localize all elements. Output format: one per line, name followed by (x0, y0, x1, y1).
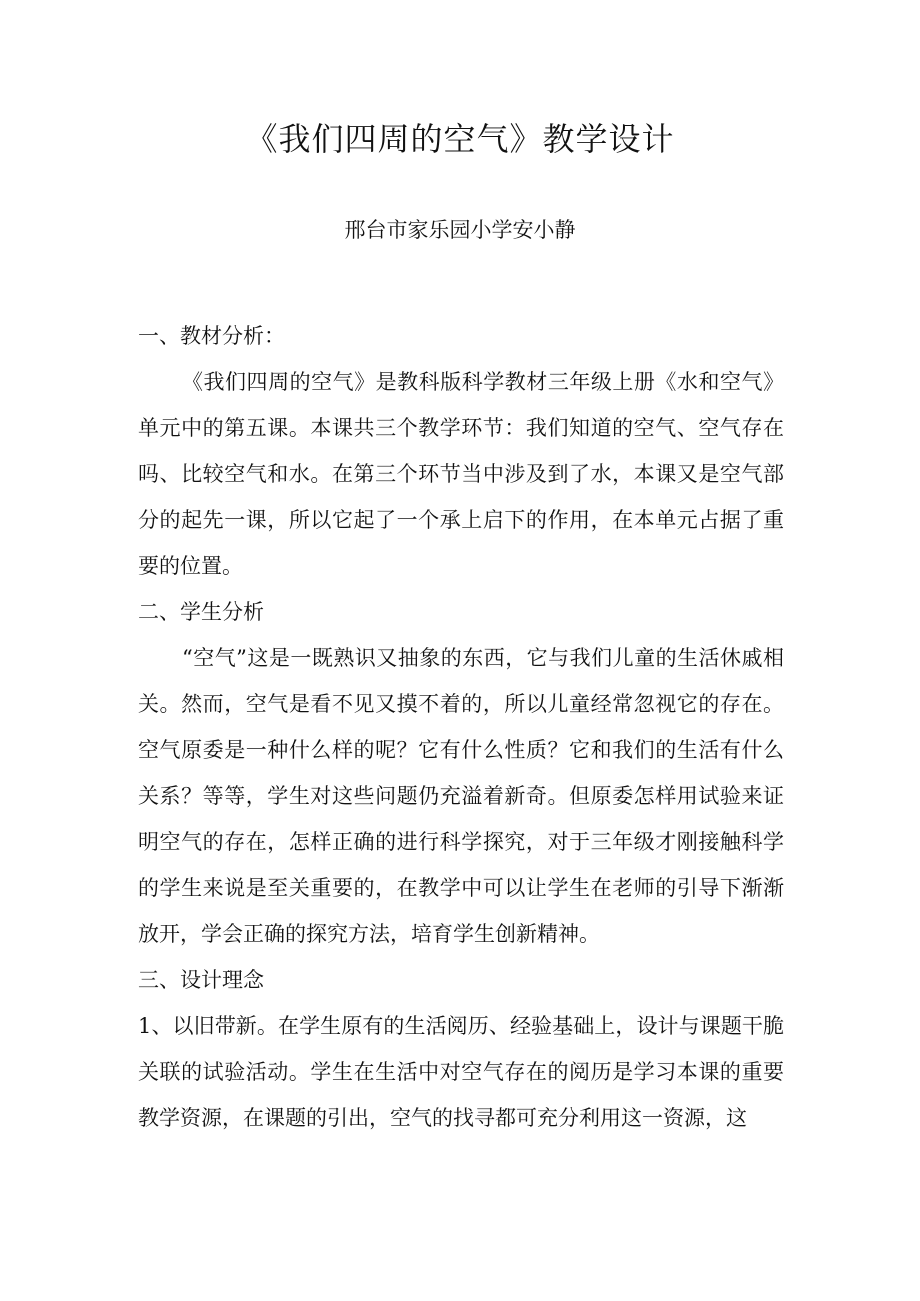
section-paragraph-students: “空气”这是一既熟识又抽象的东西，它与我们儿童的生活休戚相关。然而，空气是看不见又摸不着的，所以儿童经常忽视它的存在。空气原委是一种什么样的呢？它有什么性质？它和我们的生活有什么关系？等等，学生对这些问题仍充溢着新奇。但原委怎样用试验来证明空气的存在，怎样正确的进行科学探究，对于三年级才刚接触科学的学生来说是至关重要的，在教学中可以让学生在老师的引导下渐渐放开，学会正确的探究方法，培育学生创新精神。 (138, 646, 784, 946)
document-title: 《我们四周的空气》教学设计 (245, 120, 675, 158)
section-heading-materials: 一、教材分析： (138, 324, 285, 348)
section-heading-students: 二、学生分析 (138, 600, 264, 624)
section-paragraph-design: 1、以旧带新。在学生原有的生活阅历、经验基础上，设计与课题干脆关联的试验活动。学生在生活中对空气存在的阅历是学习本课的重要教学资源，在课题的引出，空气的找寻都可充分利用这一资源，这 (138, 1014, 784, 1130)
section-heading-design: 三、设计理念 (138, 968, 264, 992)
document-body (138, 313, 784, 1141)
document-author: 邢台市家乐园小学安小静 (344, 218, 576, 242)
section-paragraph-materials: 《我们四周的空气》是教科版科学教材三年级上册《水和空气》单元中的第五课。本课共三个教学环节：我们知道的空气、空气存在吗、比较空气和水。在第三个环节当中涉及到了水，本课又是空气部分的起先一课，所以它起了一个承上启下的作用，在本单元占据了重要的位置。 (138, 370, 784, 578)
